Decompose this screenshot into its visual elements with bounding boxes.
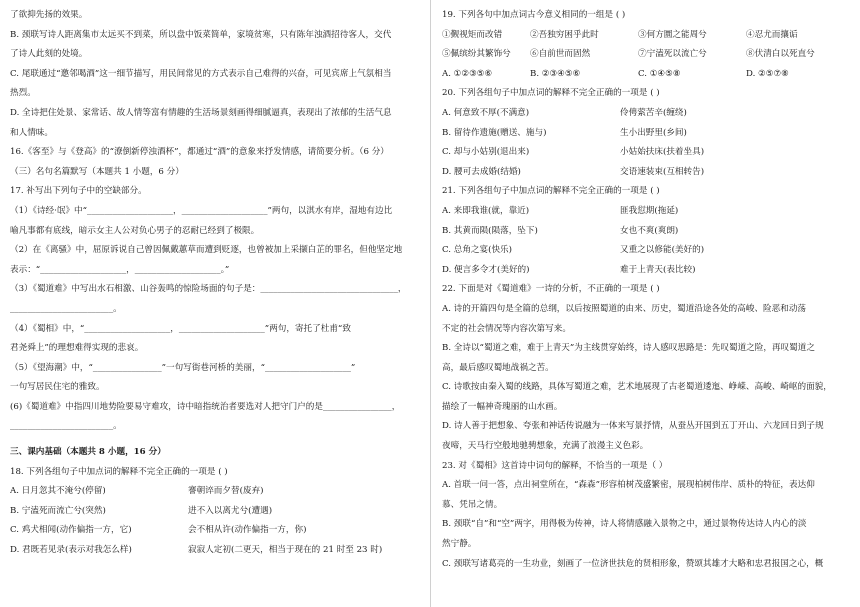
q19-item: ⑥自前世而固然 [530,49,591,60]
text-line: 高，最后感叹蜀地战祸之苦。 [442,362,554,373]
q19-item: ⑦宁溘死以流亡兮 [638,49,707,60]
option-right: 生小出野里(乡间) [620,127,687,138]
option-left: C. 鸡犬相闻(动作偏指一方，它) [10,525,132,536]
option-right: 交语速装束(互相转告) [620,166,705,177]
section-heading: （三）名句名篇默写（本题共 1 小题，6 分） [10,166,184,177]
text-line: （5）《望海潮》中，“________________”一句写街巷河桥的美丽，“____________________” [10,362,356,373]
text-line: A. 首联一问一答，点出祠堂所在，“森森”形容柏树茂盛繁密，展现柏树伟岸、质朴的特征，表达仰 [442,480,815,491]
text-line: B. 颈联“自”和“空”两字，用得极为传神，诗人将情感融入景物之中，通过景物传达诗人内心的淡 [442,519,807,530]
q21-option-row [442,222,852,242]
question-20-stem: 20. 下列各组句子中加点词的解释不完全正确的一项是 ( ) [442,88,660,99]
option-left: A. 何意致不厚(不满意) [442,107,530,118]
option-right: 寂寂人定初(二更天，相当于现在的 21 时至 23 时) [188,545,383,556]
text-line: 夜啼，天马行空般地驰骋想象，充满了浪漫主义色彩。 [442,441,649,452]
text-line: （2）在《离骚》中，屈原诉说自己曾因佩戴蕙草而遭到贬逐，也曾被加上采撷白芷的罪名，但他坚定地 [10,245,403,256]
text-line: C. 诗歌按由秦入蜀的线路，具体写蜀道之难，艺术地展现了古老蜀道逶迤、峥嵘、高峻、崎岖的面貌， [442,382,832,393]
text-line: 喻凡事都有底线，暗示女主人公对负心男子的忍耐已经到了极限。 [10,225,260,236]
option-right: 会不相从许(动作偏指一方，你) [188,525,307,536]
option: C. ①④⑤⑧ [638,68,681,79]
option-left: A. 来即我谁(就，靠近) [442,205,530,216]
text-line: 描绘了一幅神奇瑰丽的山水画。 [442,401,563,412]
question-18-stem: 18. 下列各组句子中加点词的解释不完全正确的一项是 ( ) [10,466,228,477]
q19-item: ③何方圜之能周兮 [638,29,707,40]
option-left: D. 君既若见录(表示对我怎么样) [10,545,132,556]
option-right: 匪我愆期(拖延) [620,205,679,216]
text-line: D. 全诗把住处景、家常话、故人情等富有情趣的生活场景刻画得细腻逼真，表现出了浓郁的生活气息 [10,107,392,118]
text-line: A. 诗的开篇四句是全篇的总纲，以后按照蜀道的由来、历史，蜀道沿途各处的高峻、险恶和动荡 [442,303,807,314]
option-left: D. 腰可去成婚(结婚) [442,166,521,177]
q19-item: ⑤佩缤纷其繁饰兮 [442,49,511,60]
option-left: B. 其黄而陨(陨落，坠下) [442,225,538,236]
option-right: 又重之以修能(美好的) [620,245,705,256]
text-line: C. 尾联通过“邀邻喝酒”这一细节描写，用民间常见的方式表示自己难得的兴奋，可见宾席上气氛相当 [10,68,392,79]
text-line: ________________________。 [10,421,122,432]
option-left: C. 却与小姑别(退出来) [442,147,530,158]
q19-item: ⑧伏清白以死直兮 [746,49,815,60]
q19-item: ②吾独穷困乎此时 [530,29,599,40]
text-line: 然宁静。 [442,539,477,550]
text-line: （1）《诗经·氓》中“____________________，____________________”两句，以淇水有岸，湿地有边比 [10,205,393,216]
question-22-stem: 22. 下面是对《蜀道难》一诗的分析，不正确的一项是 ( ) [442,284,660,295]
option: A. ①②③⑤⑥ [442,68,493,79]
text-line: (6)《蜀道难》中指四川地势险要易守难攻，诗中暗指统治者要选对人把守门户的是________________， [10,401,401,412]
q19-item: ④忍尤而攘诟 [746,29,798,40]
text-line: （4）《蜀相》中，“____________________，____________________”两句，寄托了杜甫“致 [10,323,351,334]
text-line: C. 颈联写诸葛亮的一生功业，刻画了一位济世扶危的贤相形象，赞颂其雄才大略和忠君报国之心，概 [442,558,824,569]
q21-option-row [442,202,852,222]
question-16: 16.《客至》与《登高》的“潦倒新停浊酒杯”，都通过“酒”的意象来抒发情感，请简要分析。（6 分） [10,147,389,158]
column-divider [430,0,431,607]
text-line: 一句写居民住宅的雅致。 [10,382,105,393]
q20-option-row [442,124,852,144]
text-line: 和人情味。 [10,127,53,138]
q20-option-row [442,143,852,163]
option-right: 小姑始扶床(扶着坐具) [620,147,705,158]
question-17: 17. 补写出下列句子中的空缺部分。 [10,186,147,197]
question-21-stem: 21. 下列各组句子中加点词的解释不完全正确的一项是 ( ) [442,186,660,197]
q18-option-row [10,521,415,541]
option-right: 謇朝谇而夕替(废弃) [188,486,264,497]
question-19-stem: 19. 下列各句中加点词古今意义相同的一组是 ( ) [442,10,626,20]
text-line: （3）《蜀道难》中写出水石相激、山谷轰鸣的惊险场面的句子是：________________________________， [10,284,407,295]
option-right: 进不入以离尤兮(遭遇) [188,505,273,516]
q20-option-row [442,104,852,124]
left-column [10,6,415,561]
question-23-stem: 23. 对《蜀相》这首诗中词句的解释，不恰当的一项是（ ） [442,460,668,471]
option-right: 伶俜萦苦辛(缠绕) [620,107,687,118]
text-line: 了诗人此刻的处境。 [10,49,88,60]
text-line: 不定的社会情况等内容次第写来。 [442,323,571,334]
option: B. ②③④⑤⑥ [530,68,581,79]
option-left: A. 日月忽其不淹兮(停留) [10,486,106,497]
text-line: 慕、凭吊之情。 [442,499,503,510]
text-line: B. 颈联写诗人距离集市太远买不到菜，所以盘中饭菜简单，家境贫寒，只有陈年浊酒招待客人，交代 [10,29,392,40]
option-right: 女也不爽(爽朗) [620,225,679,236]
q18-option-row [10,482,415,502]
q18-option-row [10,502,415,522]
q21-option-row [442,241,852,261]
q19-item: ①觐视矩而改错 [442,29,503,40]
text-line: 热烈。 [10,88,36,99]
option-left: D. 便言多令才(美好的) [442,264,530,275]
option: D. ②⑤⑦⑧ [746,68,789,79]
option-left: C. 总角之宴(快乐) [442,245,513,256]
text-line: B. 全诗以“蜀道之难，难于上青天”为主线贯穿始终，诗人感叹思路是：先叹蜀道之险，再叹蜀道之 [442,343,815,354]
q19-items-row [442,26,852,46]
text-line: 了欲抑先扬的效果。 [10,10,88,20]
option-left: B. 留待作遗施(赠送、施与) [442,127,547,138]
text-line: ________________________。 [10,303,122,314]
text-line: 君尧舜上”的理想难得实现的悲哀。 [10,343,144,354]
option-left: B. 宁溘死而流亡兮(突然) [10,505,106,516]
text-line: 表示：“____________________，____________________。” [10,264,230,275]
text-line: D. 诗人善于把想象、夸张和神话传说融为一体来写景抒情，从蚕丛开国到五丁开山、六龙回日到子规 [442,421,824,432]
option-right: 难于上青天(表比较) [620,264,696,275]
q21-option-row [442,261,852,281]
q19-items-row [442,45,852,65]
q18-option-row [10,541,415,561]
q20-option-row [442,163,852,183]
right-column [442,6,852,574]
section-3-heading: 三、课内基础（本题共 8 小题，16 分） [10,447,166,458]
q19-options-row [442,65,852,85]
